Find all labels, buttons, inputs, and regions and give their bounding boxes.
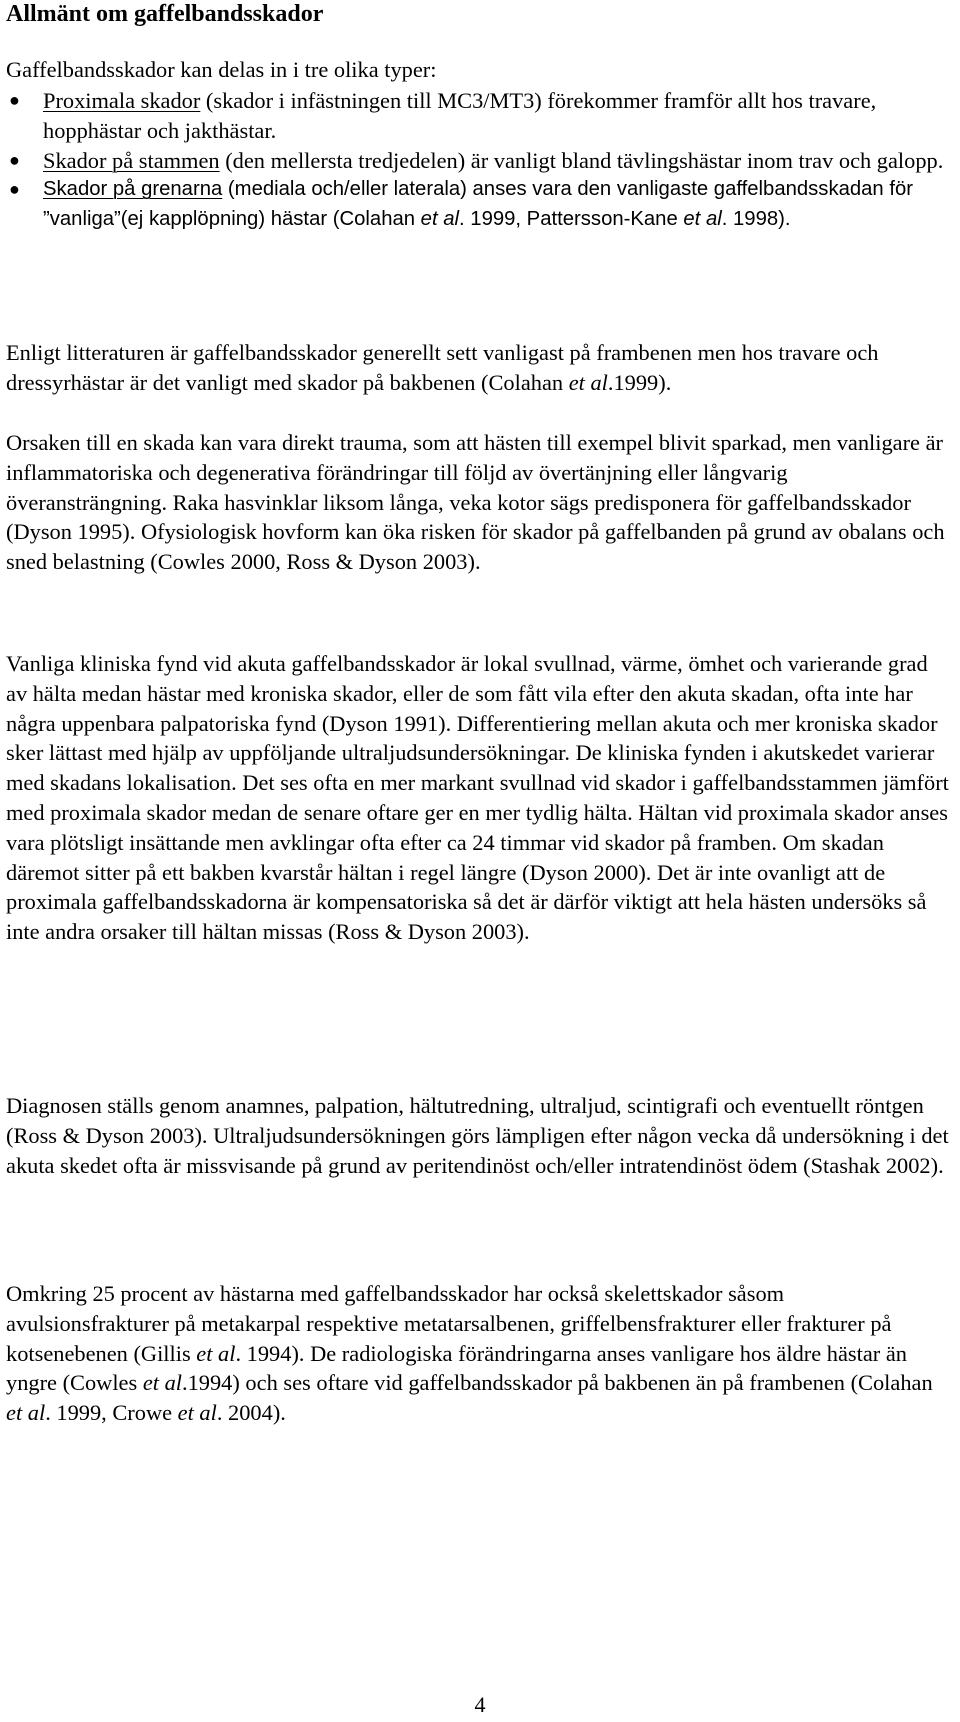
term-stem: Skador på stammen <box>43 147 220 173</box>
bullet-icon: ● <box>9 179 20 200</box>
et-al: et al <box>196 1340 236 1366</box>
paragraph-text: . 1994). De radiologiska förändringarna anses vanligare hos äldre hästar än yngre (Cowles <box>6 1340 907 1396</box>
paragraph-clinical-findings: Vanliga kliniska fynd vid akuta gaffelbandsskador är lokal svullnad, värme, ömhet och varierande grad av hälta medan hästar med kroniska skador, eller de som fått vila efter den akuta skadan, ofta inte har några uppenbara palpatoriska fynd (Dyson 1991). Differentiering mellan akuta och mer kroniska skador sker lättast med hjälp av uppföljande ultraljudsundersökningar. De kliniska fynden i akutskedet varierar med skadans lokalisation. Det ses ofta en mer markant svullnad vid skador i gaffelbandsstammen jämfört med proximala skador medan de senare oftare ger en mer tydlig hälta. Hältan vid proximala skador anses vara plötsligt insättande men avklingar ofta efter ca 24 timmar vid skador på framben. Om skadan däremot sitter på ett bakben kvarstår hältan i regel längre (Dyson 2000). Det är inte ovanligt att de proximala gaffelbandsskadorna är kompensatoriska så det är därför viktigt att hela hästen undersöks så inte andra orsaker till hältan missas (Ross & Dyson 2003). <box>6 651 949 945</box>
list-item <box>6 146 950 176</box>
paragraph-text: . 1999, Crowe <box>45 1400 178 1426</box>
paragraph-text: Omkring 25 procent av hästarna med gaffelbandsskador har också skelettskador såsom avulsionsfrakturer på metakarpal respektive metatarsalbenen, griffelbensfrakturer eller frakturer på kotsenebenen (Gillis <box>6 1281 892 1366</box>
list-item-text: . 1998). <box>721 208 791 231</box>
paragraph-text: . 2004). <box>216 1400 286 1426</box>
paragraph-text: .1994) och ses oftare vid gaffelbandsskador på bakbenen än på frambenen (Colahan <box>182 1370 933 1396</box>
term-branches: Skador på grenarna <box>43 178 223 201</box>
bullet-icon: ● <box>9 90 20 110</box>
list-item <box>6 175 950 235</box>
intro-line: Gaffelbandsskador kan delas in i tre olika typer: <box>6 57 437 82</box>
et-al: et al <box>420 208 460 231</box>
list-item-text: (den mellersta tredjedelen) är vanligt bland tävlingshästar inom trav och galopp. <box>219 147 944 173</box>
list-item <box>6 86 950 146</box>
paragraph-skeletal-injuries <box>6 1279 950 1428</box>
et-al: et al <box>6 1400 46 1426</box>
et-al: et al <box>683 208 722 231</box>
bullet-icon: ● <box>9 149 20 170</box>
page-number: 4 <box>474 1692 486 1717</box>
term-proximal: Proximala skador <box>43 88 201 113</box>
et-al: et al <box>177 1400 217 1426</box>
injury-type-list <box>6 86 950 235</box>
paragraph-causes: Orsaken till en skada kan vara direkt trauma, som att hästen till exempel blivit sparkad, men vanligare är inflammatoriska och degenerativa förändringar till följd av övertänjning eller långvarig överansträngning. Raka hasvinklar liksom långa, veka kotor sägs predisponera för gaffelbandsskador (Dyson 1995). Ofysiologisk hovform kan öka risken för skador på gaffelbanden på grund av obalans och sned belastning (Cowles 2000, Ross & Dyson 2003). <box>6 430 945 575</box>
paragraph-text: Enligt litteraturen är gaffelbandsskador generellt sett vanligast på frambenen men hos travare och dressyrhästar är det vanligt med skador på bakbenen (Colahan <box>6 340 879 395</box>
et-al: et al <box>568 369 608 395</box>
page-title: Allmänt om gaffelbandsskador <box>6 1 324 27</box>
paragraph-text: .1999). <box>607 369 672 395</box>
paragraph-diagnosis: Diagnosen ställs genom anamnes, palpation, hältutredning, ultraljud, scintigrafi och eventuellt röntgen (Ross & Dyson 2003). Ultraljudsundersökningen görs lämpligen efter någon vecka då undersökning i det akuta skedet ofta är missvisande på grund av peritendinöst och/eller intratendinöst ödem (Stashak 2002). <box>6 1093 949 1178</box>
list-item-text: (mediala och/eller laterala) anses vara den vanligaste gaffelbandsskadan för ”vanliga”(ej kapplöpning) hästar (Colahan <box>43 178 914 231</box>
list-item-text: (skador i infästningen till MC3/MT3) förekommer framför allt hos travare, hopphästar och jakthästar. <box>43 88 877 143</box>
et-al: et al <box>142 1370 182 1396</box>
list-item-text: . 1999, Pattersson-Kane <box>459 208 684 231</box>
paragraph-occurrence <box>6 338 950 398</box>
